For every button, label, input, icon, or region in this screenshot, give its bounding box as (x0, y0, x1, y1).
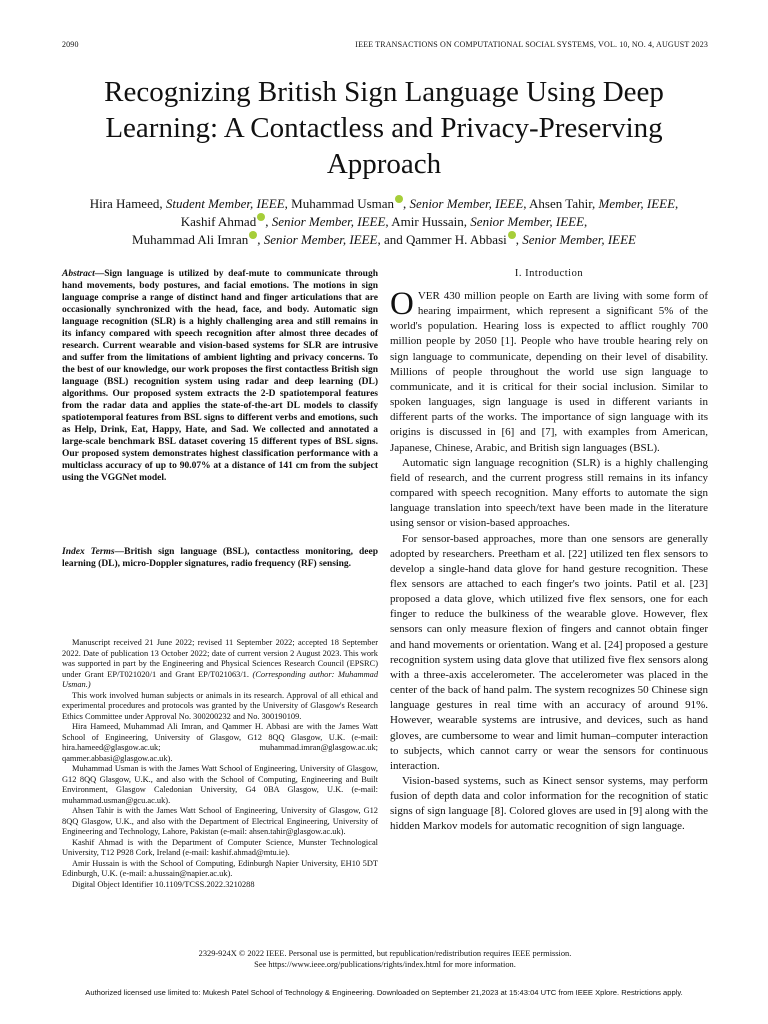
footnote-affiliation: Muhammad Usman is with the James Watt School of Engineering, University of Glasgow, G12 8QQ Glasgow, U.K., and also with the School of Computing, Engineering and Built Environment, Glasgow Caledonian University, G4 0BA Glasgow, U.K. (e-mail: muhammad.usman@gcu.ac.uk). (62, 764, 378, 805)
intro-paragraph: For sensor-based approaches, more than one sensors are generally adopted by researchers. Preetham et al. [22] utilized ten flex sensors to develop a single-hand data glove for hand gesture recognition. These flex sensors are attached to each finger's two joints. Patil et al. [23] proposed a data glove, which utilized five flex sensors, one for each finger to reduce the bulkiness of the wearable glove. However, flex sensors can only measure flexion of fingers and cannot obtain finger and hand movements or orientation. Wang et al. [24] proposed a gesture recognition system using data glove that utilized five flex sensors along with a three-axis accelerometer. The accelerometer was placed in the center of the back of hand palm. The system recognizes 50 Chinese sign language gestures in real time with an accuracy of around 91%. However, wearable systems are intrusive, and devices, such as hand gloves, are cumbersome to wear and limit human–computer interaction to subjects, which cannot carry or wear the sensors for continuous interaction. (390, 532, 708, 772)
author-role: Senior Member, IEEE (409, 196, 524, 211)
author-tahir: , Ahsen Tahir, (523, 196, 599, 211)
drop-cap: O (390, 286, 414, 322)
author-ahmad: Kashif Ahmad (180, 214, 257, 229)
orcid-icon[interactable] (257, 213, 265, 221)
footnotes (62, 638, 378, 890)
author-hussain: , Amir Hussain, (385, 214, 471, 229)
author-hameed: Hira Hameed, (89, 196, 166, 211)
running-header (62, 40, 708, 52)
footnote-doi: Digital Object Identifier 10.1109/TCSS.2022.3210288 (72, 879, 255, 889)
author-list: Hira Hameed, Student Member, IEEE, Muhammad Usman , Senior Member, IEEE, Ahsen Tahir, Member, IEEE, Kashif Ahmad , Senior Member, IEEE, Amir Hussain, Senior Member, IEEE, Muhammad Ali Imran , Senior Member, IEEE, and Qammer H. Abbasi , Senior Member, IEEE (89, 196, 679, 247)
license-footer: Authorized licensed use limited to: Mukesh Patel School of Technology & Engineering. Downloaded on September 21,2023 at 15:43:04 UTC from IEEE Xplore. Restrictions apply. (85, 988, 683, 997)
footnote-manuscript: Manuscript received 21 June 2022; revised 11 September 2022; accepted 18 September 2022. Date of publication 13 October 2022; date of current version 2 August 2023. This work was supported in part by the Engineering and Physical Sciences Research Council (EPSRC) under Grant EP/T021020/1 and Grant EP/T021063/1. (Corresponding author: Muhammad Usman.) (62, 638, 379, 689)
introduction-body (390, 286, 708, 835)
section-heading: I. Introduction (514, 268, 584, 279)
author-usman: , Muhammad Usman (284, 196, 395, 211)
author-role: Senior Member, IEEE (522, 232, 636, 247)
author-role: Senior Member, IEEE (263, 232, 378, 247)
author-role: Senior Member, IEEE (271, 214, 386, 229)
author-imran: Muhammad Ali Imran (132, 232, 249, 247)
index-terms-text: British sign language (BSL), contactless monitoring, deep learning (DL), micro-Doppler signatures, radio frequency (RF) sensing. (62, 547, 378, 569)
orcid-icon[interactable] (395, 195, 403, 203)
footnote-affiliation: Ahsen Tahir is with the James Watt School of Engineering, University of Glasgow, G12 8QQ Glasgow, U.K., and also with the Department of Electrical Engineering, University of Engineering and Technology, Lahore, Pakistan (e-mail: ahsen.tahir@glasgow.ac.uk). (62, 806, 378, 836)
paper-title: Recognizing British Sign Language Using Deep Learning: A Contactless and Privacy-Preserving Approach (104, 76, 664, 180)
author-abbasi: , and Qammer H. Abbasi (377, 232, 507, 247)
index-terms-label: Index Terms— (62, 547, 125, 557)
abstract (62, 268, 378, 484)
journal-name: IEEE TRANSACTIONS ON COMPUTATIONAL SOCIAL SYSTEMS, VOL. 10, NO. 4, AUGUST 2023 (355, 40, 708, 49)
abstract-label: Abstract— (62, 269, 105, 279)
abstract-text: Sign language is utilized by deaf-mute to communicate through hand movements, body postures, and facial emotions. The motions in sign language comprise a range of distinct hand and finger articulations that are occasionally synchronized with the head, face, and body. Automatic sign language recognition (SLR) is a highly challenging area and still remains in its infancy compared with speech recognition after almost three decades of research. Current wearable and vision-based systems for SLR are intrusive and suffer from the limitations of ambient lighting and privacy concerns. To the best of our knowledge, our work proposes the first contactless British sign language (BSL) recognition system using radar and deep learning (DL) algorithms. Our proposed system extracts the 2-D spatiotemporal features from the radar data and applies the state-of-the-art DL models to classify spatiotemporal features from BSL signs to different verbs and emotions, such as Help, Drink, Eat, Happy, Hate, and Sad. We collected and annotated a large-scale benchmark BSL dataset covering 15 different types of BSL signs. Our proposed system demonstrates highest classification performance with a multiclass accuracy of up to 90.07% at a distance of 141 cm from the subject using the VGGNet model. (62, 269, 378, 483)
copyright-notice (62, 948, 708, 970)
copyright-line: 2329-924X © 2022 IEEE. Personal use is permitted, but republication/redistribution requires IEEE permission. (198, 949, 572, 958)
orcid-icon[interactable] (508, 231, 516, 239)
footnote-affiliation: Amir Hussain is with the School of Computing, Edinburgh Napier University, EH10 5DT Edinburgh, U.K. (e-mail: a.hussain@napier.ac.uk). (62, 858, 378, 878)
page-number: 2090 (62, 40, 79, 49)
intro-paragraph: Automatic sign language recognition (SLR) is a highly challenging field of research, and the current progress still remains in its infancy compared with speech recognition. Many efforts to automate the sign language translation into speech/text have been made in the literature using sensor or vision-based approaches. (390, 456, 708, 530)
footnote-ethics: This work involved human subjects or animals in its research. Approval of all ethical and experimental procedures and protocols was granted by the University of Glasgow's Research Ethics Committee under Approval No. 300200232 and No. 300190109. (62, 690, 378, 721)
footnote-affiliation: Hira Hameed, Muhammad Ali Imran, and Qammer H. Abbasi are with the James Watt School of Engineering, University of Glasgow, G12 8QQ Glasgow, U.K. (e-mail: hira.hameed@glasgow.ac.uk; muhammad.imran@glasgow.ac.uk; qammer.abbasi@glasgow.ac.uk). (62, 722, 378, 763)
rights-link[interactable]: See https://www.ieee.org/publications/rights/index.html for more information. (254, 960, 516, 969)
footnote-affiliation: Kashif Ahmad is with the Department of Computer Science, Munster Technological University, T12 P928 Cork, Ireland (e-mail: kashif.ahmad@mtu.ie). (62, 837, 378, 857)
author-role: Member, IEEE (598, 196, 676, 211)
author-role: Student Member, IEEE (165, 196, 285, 211)
index-terms (62, 546, 378, 570)
intro-paragraph: Vision-based systems, such as Kinect sensor systems, may perform fusion of depth data and color information for the recognition of static signs of sign language [8]. Colored gloves are used in [9] along with the hidden Markov models for automatic recognition of sign language. (390, 775, 708, 833)
intro-paragraph: OVER 430 million people on Earth are living with some form of hearing impairment, which represent a significant 5% of the world's population. Hearing loss is expected to afflict roughly 700 million people by 2050 [1]. People who have trouble hearing rely on sign language to communicate, depending on their level of disability. Millions of people throughout the world use sign language to communicate, and it is critical for their social inclusion. Similar to spoken languages, sign language is used in different variants in different parts of the works. The importance of sign language with its origins is discussed in [6] and [7], with examples from American, Japanese, Chinese, Arabic, and British sign languages (BSL). (390, 286, 708, 454)
author-role: Senior Member, IEEE (470, 214, 585, 229)
corresponding-author: (Corresponding author: Muhammad Usman.) (62, 669, 379, 689)
